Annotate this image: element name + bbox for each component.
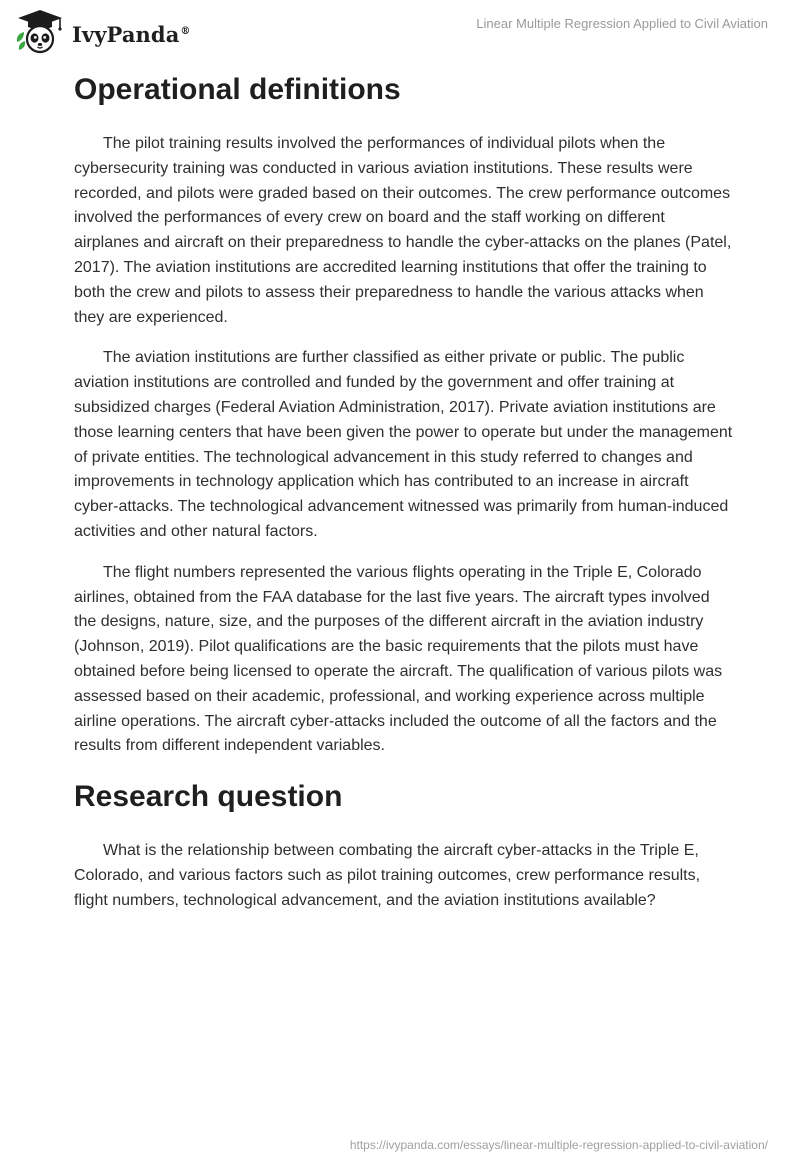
paragraph: What is the relationship between combating the aircraft cyber-attacks in the Triple E, Colorado, and various factors such as pilot training outcomes, crew performance results, flight numbers, technological advancement, and the aviation institutions available? — [74, 842, 701, 909]
document-title: Linear Multiple Regression Applied to Civil Aviation — [476, 16, 768, 31]
paragraph: The flight numbers represented the various flights operating in the Triple E, Colorado airlines, obtained from the FAA database for the last five years. The aircraft types involved the designs, nature, size, and the purposes of the different aircraft in the aviation industry (Johnson, 2019). Pilot qualifications are the basic requirements that the pilots must have obtained before being licensed to operate the aircraft. The qualification of various pilots was assessed based on their academic, professional, and working experience across multiple airline operations. The aircraft cyber-attacks included the outcome of all the factors and the results from different independent variables. — [74, 563, 723, 755]
article-content — [74, 68, 734, 914]
page-header — [0, 0, 800, 60]
paragraph: The aviation institutions are further classified as either private or public. The public aviation institutions are controlled and funded by the government and offer training at subsidized charges (Federal Aviation Administration, 2017). Private aviation institutions are those learning centers that have been given the power to operate but under the management of private entities. The technological advancement in this study referred to changes and improvements in technology application which has contributed to an increase in aircraft cyber-attacks. The technological advancement witnessed was primarily from human-induced activities and other natural factors. — [74, 349, 733, 540]
ivypanda-logo[interactable] — [14, 8, 191, 56]
section-heading: Research question — [74, 780, 343, 814]
paragraph: The pilot training results involved the performances of individual pilots when the cybersecurity training was conducted in various aviation institutions. These results were recorded, and pilots were graded based on their outcomes. The crew performance outcomes involved the performances of every crew on board and the staff working on different airplanes and aircraft on their preparedness to handle the cyber-attacks on the planes (Patel, 2017). The aviation institutions are accredited learning institutions that offer the training to both the crew and pilots to assess their preparedness to handle the various attacks when they are experienced. — [74, 135, 732, 326]
registered-mark: ® — [180, 25, 191, 37]
brand-name: IvyPanda® — [72, 21, 191, 47]
section-research-question — [74, 775, 734, 913]
panda-graduation-cap-icon — [14, 8, 66, 56]
section-operational-definitions — [74, 68, 734, 759]
source-url[interactable]: https://ivypanda.com/essays/linear-multiple-regression-applied-to-civil-aviation/ — [349, 1138, 768, 1152]
section-heading: Operational definitions — [74, 73, 401, 106]
